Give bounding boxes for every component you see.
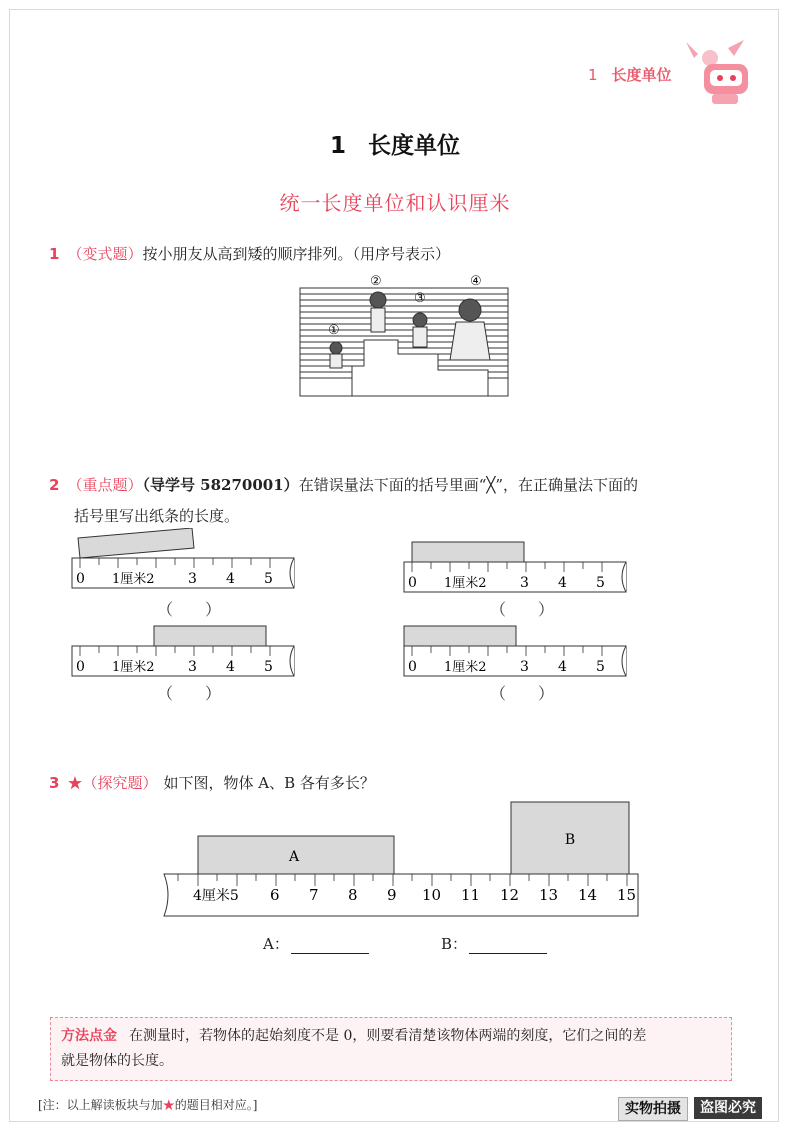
ruler-label: 5: [264, 659, 273, 675]
ruler-label: 15: [617, 886, 637, 904]
ruler-label: 1厘米2: [112, 660, 155, 675]
object-a-label: A: [288, 849, 300, 865]
ruler-label: 14: [578, 886, 598, 904]
ruler-label: 12: [500, 886, 520, 904]
ruler-label: 3: [520, 575, 529, 591]
footer-note-start: [注：以上解读板块与加: [38, 1098, 163, 1112]
ruler-label: 4: [558, 575, 567, 591]
header-lesson: [588, 64, 672, 85]
ruler-label: 0: [76, 571, 85, 587]
header-lesson-title: 长度单位: [611, 66, 672, 84]
ruler-body: [72, 558, 294, 588]
page-title-num: 1: [329, 133, 346, 159]
method-tips-box: [50, 1017, 732, 1081]
question-3-number: 3: [49, 774, 60, 792]
answer-a-label: A：: [263, 935, 289, 953]
question-1-tag: （变式题）: [67, 245, 143, 263]
ruler-label: 4: [226, 659, 235, 675]
question-3-tag: （探究题）: [82, 774, 158, 792]
ruler-label: 9: [387, 886, 397, 904]
question-2-tag: （重点题）: [67, 476, 143, 494]
ruler-label: 0: [76, 659, 85, 675]
star-icon: ★: [67, 774, 83, 792]
ruler-label: 10: [422, 886, 442, 904]
ruler-label: 4: [558, 659, 567, 675]
answer-parentheses-3[interactable]: （ ）: [157, 684, 222, 703]
ruler-label: 8: [348, 886, 358, 904]
header-lesson-num: 1: [588, 66, 598, 84]
method-tips-label: 方法点金: [61, 1028, 117, 1044]
question-3: [49, 772, 375, 793]
question-3-text: 如下图，物体 A、B 各有多长？: [163, 774, 375, 792]
answer-a-blank[interactable]: [291, 939, 369, 954]
q2-ruler-figure-1: [70, 528, 300, 592]
q3-ruler-figure: [160, 800, 644, 920]
question-1-text: 按小朋友从高到矮的顺序排列。（用序号表示）: [142, 245, 450, 263]
child-label-4: ④: [470, 274, 482, 289]
question-1: [49, 243, 450, 264]
question-1-number: 1: [49, 245, 60, 263]
ruler-label: 1厘米2: [112, 572, 155, 587]
child-label-3: ③: [414, 291, 426, 306]
answer-parentheses-4[interactable]: （ ）: [490, 684, 555, 703]
ruler-label: 5: [596, 575, 605, 591]
stamp-copyright: 盗图必究: [694, 1097, 762, 1119]
ruler-label: 0: [408, 659, 417, 675]
answer-b-blank[interactable]: [469, 939, 547, 954]
page-title: [0, 127, 790, 160]
ruler-label: 11: [461, 886, 481, 904]
question-2-text-line1: 在错误量法下面的括号里画“╳”，在正确量法下面的: [298, 476, 639, 494]
question-2-number: 2: [49, 476, 60, 494]
ruler-label: 5: [596, 659, 605, 675]
answer-b[interactable]: [441, 933, 547, 954]
robot-mascot-icon: [668, 36, 762, 108]
section-title: 统一长度单位和认识厘米: [279, 191, 511, 215]
question-2-guide-number: （导学号 58270001）: [142, 476, 299, 494]
ruler-label: 6: [270, 886, 280, 904]
child-label-2: ②: [370, 274, 382, 289]
method-tips-text-line1: 在测量时，若物体的起始刻度不是 0，则要看清楚该物体两端的刻度，它们之间的差: [129, 1028, 647, 1044]
question-2-text-line2: 括号里写出纸条的长度。: [74, 507, 240, 525]
footer-note-end: 的题目相对应。]: [174, 1098, 258, 1112]
ruler-label: 13: [539, 886, 559, 904]
ruler-label: 7: [309, 886, 319, 904]
ruler-label: 0: [408, 575, 417, 591]
answer-parentheses-1[interactable]: （ ）: [157, 600, 222, 619]
ruler-label: 3: [188, 571, 197, 587]
stamp-real-photo: 实物拍摄: [618, 1097, 688, 1121]
page-title-text: 长度单位: [368, 133, 460, 159]
star-icon: ★: [162, 1098, 175, 1112]
ruler-label: 1厘米2: [444, 660, 487, 675]
object-b-label: B: [564, 832, 576, 848]
ruler-label: 4厘米5: [193, 888, 239, 904]
q2-ruler-figure-4: [402, 624, 632, 678]
ruler-label: 3: [188, 659, 197, 675]
ruler-label: 4: [226, 571, 235, 587]
q2-ruler-figure-2: [402, 540, 632, 594]
footer-note: [38, 1096, 257, 1113]
answer-a[interactable]: [263, 933, 369, 954]
question-2: [49, 470, 638, 532]
q1-staircase-figure: [298, 270, 512, 400]
ruler-label: 3: [520, 659, 529, 675]
answer-parentheses-2[interactable]: （ ）: [490, 600, 555, 619]
ruler-label: 5: [264, 571, 273, 587]
answer-b-label: B：: [441, 935, 468, 953]
ruler-label: 1厘米2: [444, 576, 487, 591]
child-label-1: ①: [328, 323, 340, 338]
q2-ruler-figure-3: [70, 624, 300, 678]
method-tips-text-line2: 就是物体的长度。: [61, 1053, 173, 1069]
